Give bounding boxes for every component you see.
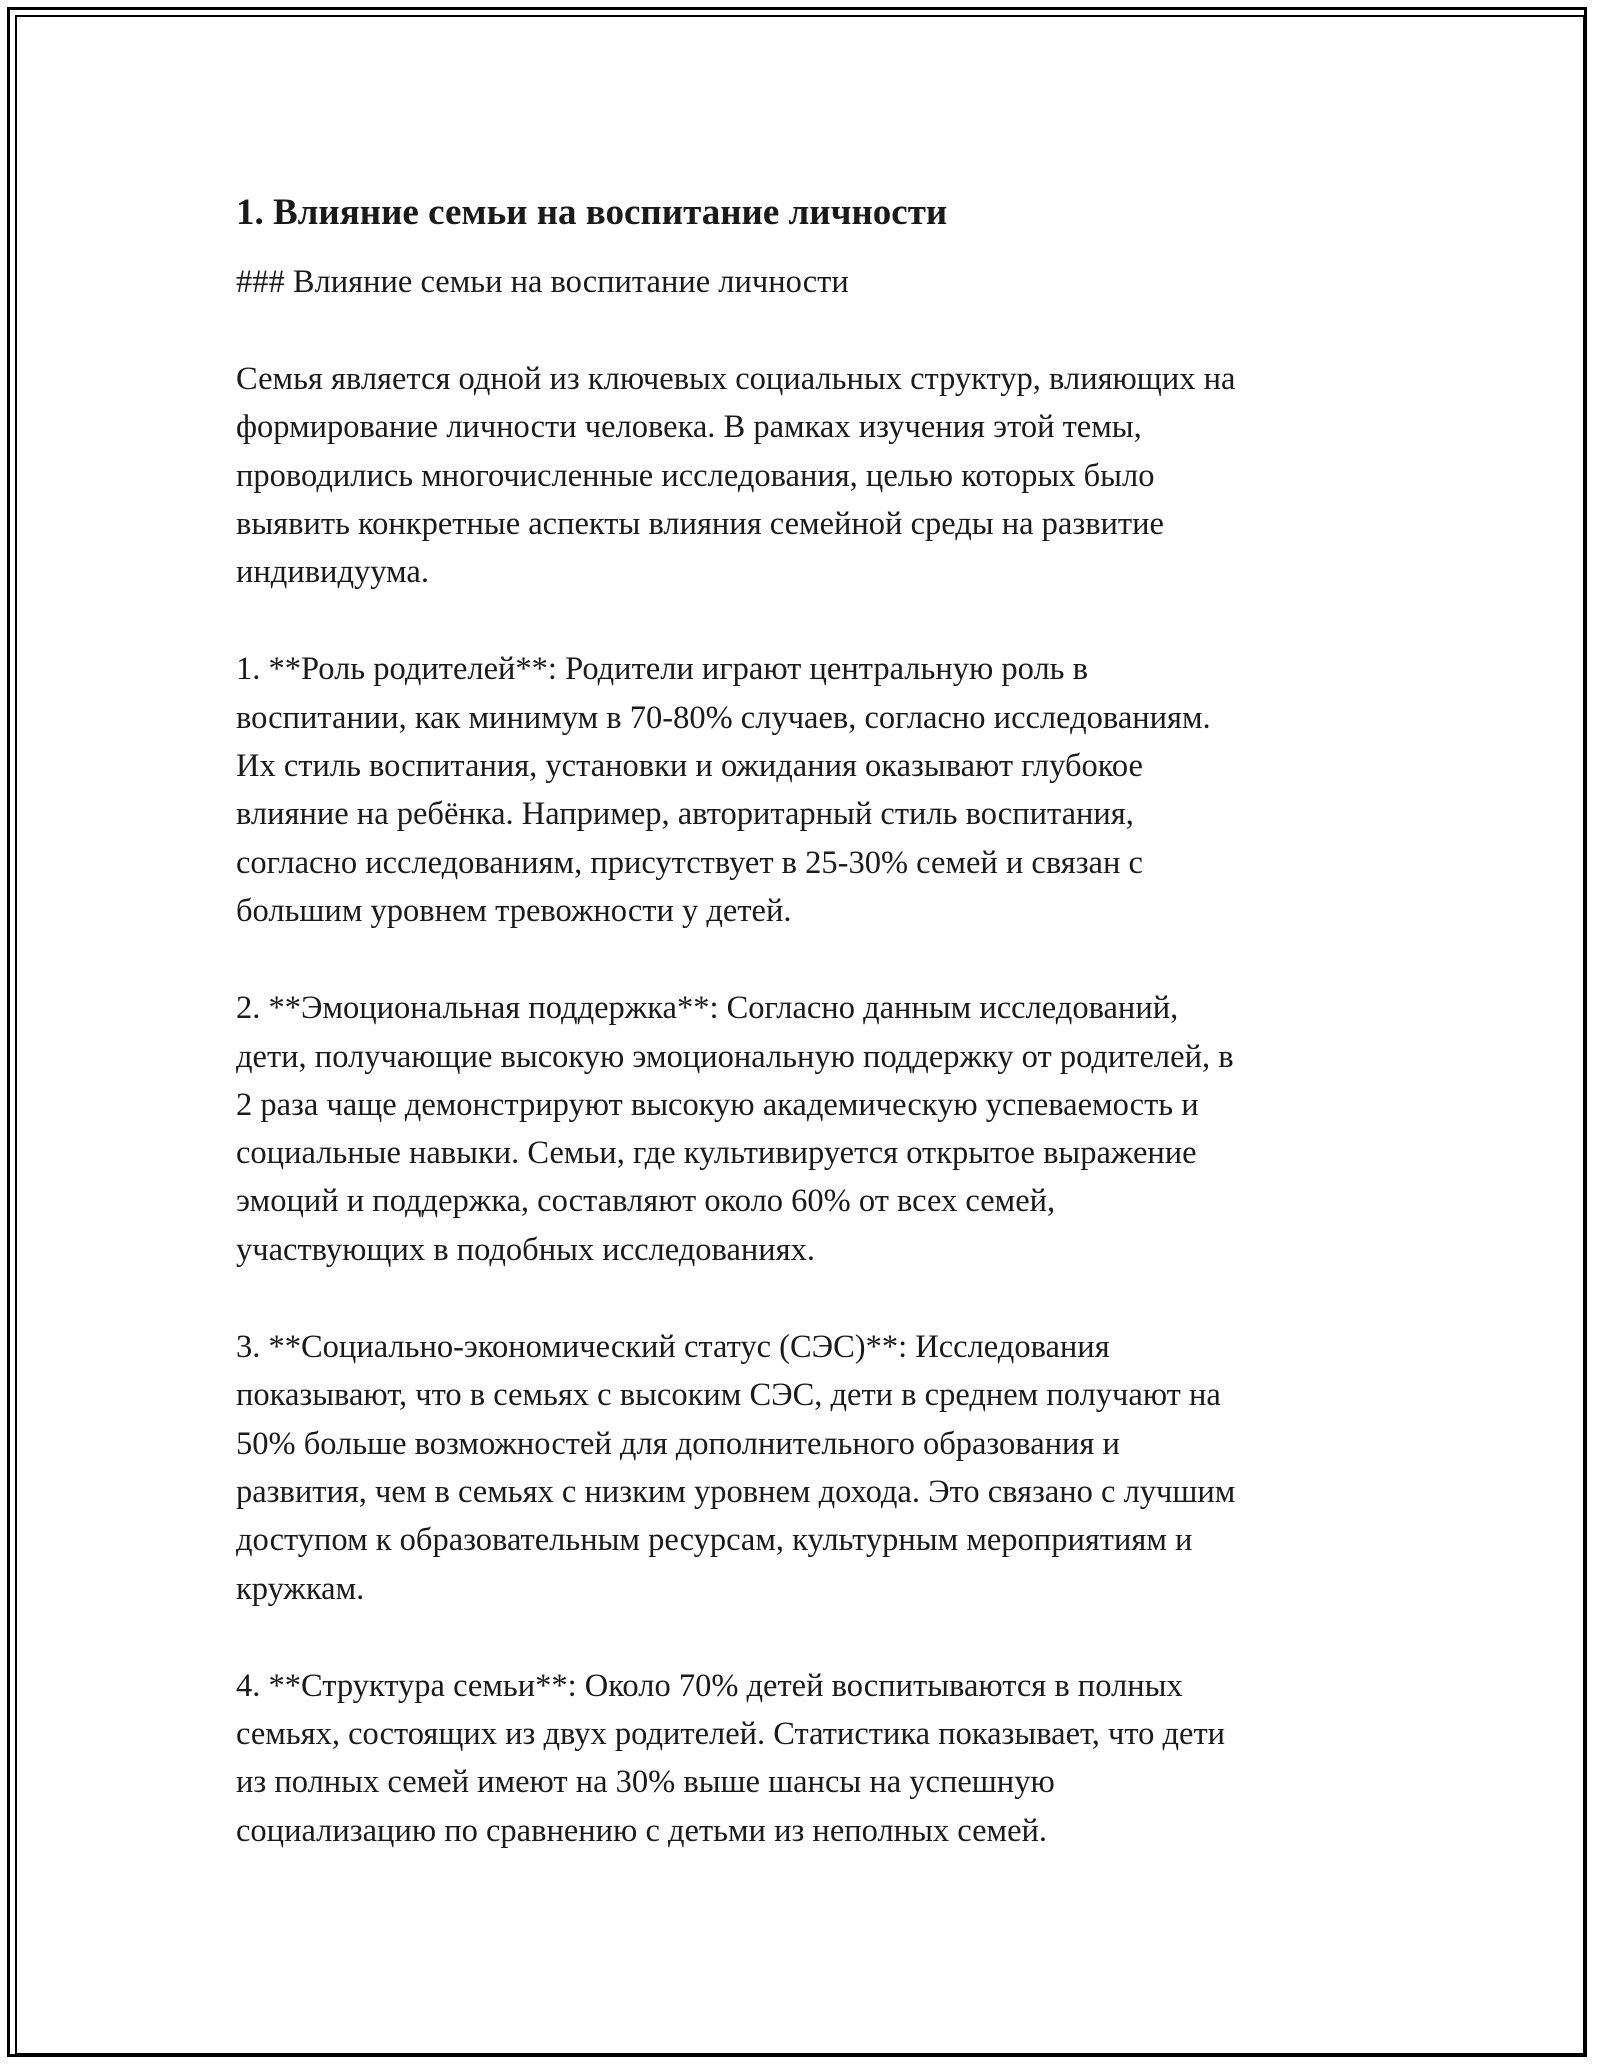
paragraph-line: выявить конкретные аспекты влияния семейной среды на развитие xyxy=(236,505,1164,542)
paragraph-line: эмоций и поддержка, составляют около 60% от всех семей, xyxy=(236,1183,1056,1220)
paragraph-line: кружкам. xyxy=(236,1570,365,1607)
paragraph-line: формирование личности человека. В рамках изучения этой темы, xyxy=(236,409,1142,446)
paragraph-line: 3. **Социально-экономический статус (СЭС)**: Исследования xyxy=(236,1329,1110,1366)
paragraph-line: 50% больше возможностей для дополнительного образования и xyxy=(236,1425,1120,1462)
paragraph-line: социальные навыки. Семьи, где культивируется открытое выражение xyxy=(236,1135,1197,1172)
intro-paragraph xyxy=(236,355,1376,596)
paragraph-line: Семья является одной из ключевых социальных структур, влияющих на xyxy=(236,361,1236,397)
paragraph-line: проводились многочисленные исследования, целью которых было xyxy=(236,457,1155,494)
paragraph-line: большим уровнем тревожности у детей. xyxy=(236,892,792,929)
paragraph-line: согласно исследованиям, присутствует в 25-30% семей и связан с xyxy=(236,844,1143,881)
paragraph-line: 2. **Эмоциональная поддержка**: Согласно данным исследований, xyxy=(236,990,1179,1027)
document-subheading: ### Влияние семьи на воспитание личности xyxy=(236,264,849,300)
paragraph-line: Их стиль воспитания, установки и ожидания оказывают глубокое xyxy=(236,748,1143,785)
paragraph-line: дети, получающие высокую эмоциональную поддержку от родителей, в xyxy=(236,1038,1234,1075)
paragraph-line: индивидуума. xyxy=(236,554,429,591)
paragraph-line: развития, чем в семьях с низким уровнем дохода. Это связано с лучшим xyxy=(236,1473,1236,1510)
paragraph-line: семьях, состоящих из двух родителей. Статистика показывает, что дети xyxy=(236,1716,1226,1753)
paragraph-line: социализацию по сравнению с детьми из неполных семей. xyxy=(236,1812,1048,1849)
paragraph-line: 1. **Роль родителей**: Родители играют центральную роль в xyxy=(236,651,1088,688)
document-body xyxy=(236,188,1376,1904)
paragraph-line: 2 раза чаще демонстрируют высокую академическую успеваемость и xyxy=(236,1086,1199,1123)
paragraph-line: влияние на ребёнка. Например, авторитарный стиль воспитания, xyxy=(236,796,1134,833)
paragraph-line: доступом к образовательным ресурсам, культурным мероприятиям и xyxy=(236,1522,1193,1559)
point-emotional-support xyxy=(236,984,1376,1274)
paragraph-line: 4. **Структура семьи**: Около 70% детей воспитываются в полных xyxy=(236,1667,1183,1704)
paragraph-line: показывают, что в семьях с высоким СЭС, дети в среднем получают на xyxy=(236,1377,1221,1414)
point-family-structure xyxy=(236,1662,1376,1855)
paragraph-line: воспитании, как минимум в 70-80% случаев, согласно исследованиям. xyxy=(236,699,1211,736)
paragraph-line: участвующих в подобных исследованиях. xyxy=(236,1231,816,1268)
point-socioeconomic-status xyxy=(236,1323,1376,1613)
paragraph-line: из полных семей имеют на 30% выше шансы на успешную xyxy=(236,1764,1055,1801)
point-parents-role xyxy=(236,645,1376,935)
document-title: 1. Влияние семьи на воспитание личности xyxy=(236,192,948,233)
